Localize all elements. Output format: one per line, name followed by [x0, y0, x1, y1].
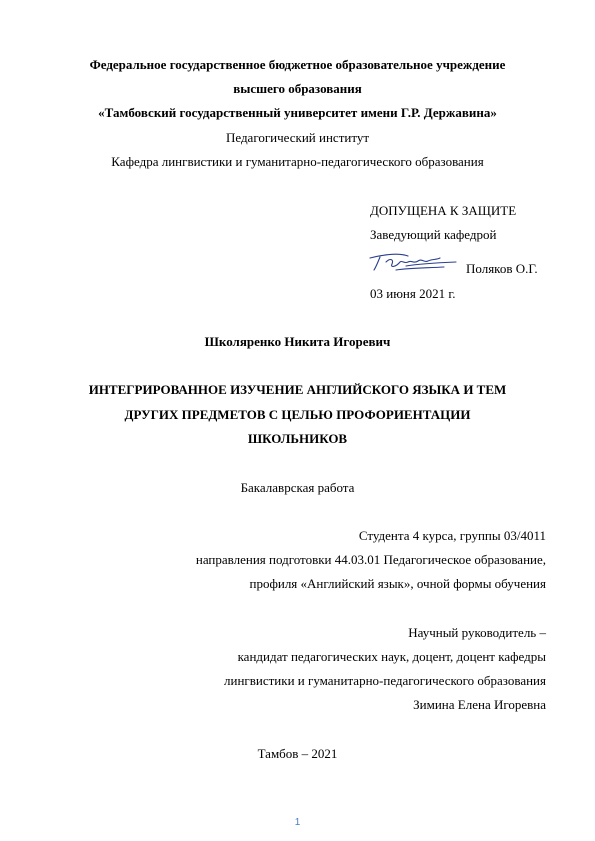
work-type: Бакалаврская работа — [240, 480, 355, 495]
supervisor-name: Зимина Елена Игоревна — [413, 697, 546, 712]
signature-image — [366, 248, 462, 274]
supervisor-line-3: лингвистики и гуманитарно-педагогического образования — [224, 673, 546, 688]
department-name: Кафедра лингвистики и гуманитарно-педагогического образования — [111, 154, 484, 169]
city-year: Тамбов – 2021 — [257, 746, 338, 761]
institute-name: Педагогический институт — [225, 130, 370, 145]
student-info-line-3: профиля «Английский язык», очной формы обучения — [249, 576, 546, 591]
approval-date: 03 июня 2021 г. — [370, 286, 456, 301]
university-name: «Тамбовский государственный университет имени Г.Р. Державина» — [98, 105, 497, 120]
supervisor-line-1: Научный руководитель – — [408, 625, 546, 640]
thesis-title-line-2: ДРУГИХ ПРЕДМЕТОВ С ЦЕЛЬЮ ПРОФОРИЕНТАЦИИ — [124, 407, 471, 422]
thesis-title-line-1: ИНТЕГРИРОВАННОЕ ИЗУЧЕНИЕ АНГЛИЙСКОГО ЯЗЫКА И ТЕМ — [88, 382, 507, 397]
author-name: Школяренко Никита Игоревич — [204, 334, 391, 349]
student-info-line-1: Студента 4 курса, группы 03/4011 — [358, 528, 546, 543]
org-line-1: Федеральное государственное бюджетное образовательное учреждение — [89, 57, 506, 72]
supervisor-line-2: кандидат педагогических наук, доцент, доцент кафедры — [237, 649, 546, 664]
thesis-title-line-3: ШКОЛЬНИКОВ — [247, 431, 348, 446]
org-line-2: высшего образования — [233, 81, 362, 96]
page-number: 1 — [294, 817, 301, 828]
student-info-line-2: направления подготовки 44.03.01 Педагогическое образование, — [195, 552, 546, 567]
approver-name: Поляков О.Г. — [466, 261, 538, 276]
approval-status: ДОПУЩЕНА К ЗАЩИТЕ — [370, 203, 517, 218]
approval-role: Заведующий кафедрой — [370, 227, 497, 242]
